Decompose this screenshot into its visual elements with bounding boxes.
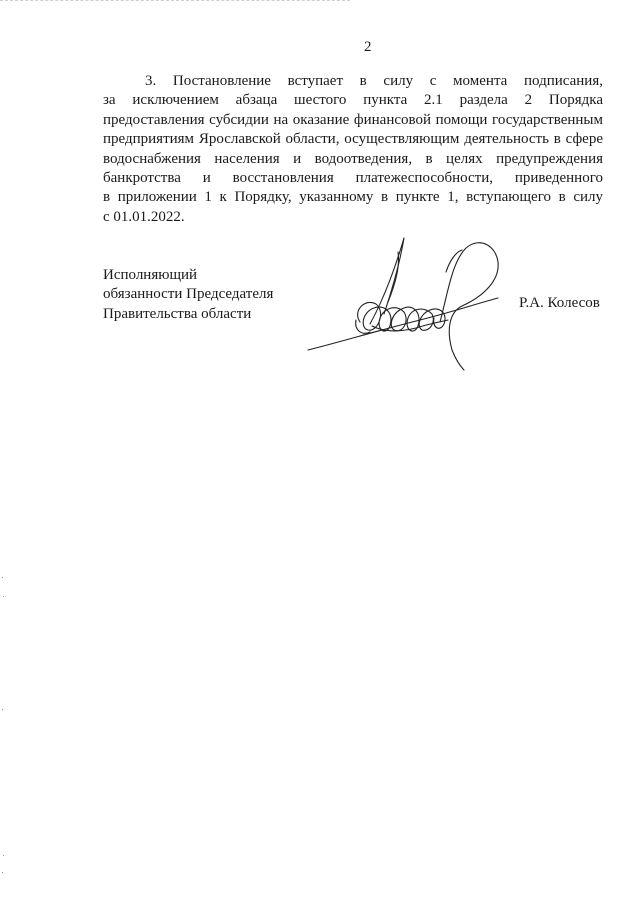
signer-name: Р.А. Колесов	[519, 295, 600, 311]
signer-title	[103, 266, 273, 324]
signer-title-line: Правительства области	[103, 305, 252, 322]
paragraph-line: в приложении 1 к Порядку, указанному в пункте 1, вступающего в силу	[103, 189, 603, 206]
paragraph-line: водоснабжения населения и водоотведения, в целях предупреждения	[103, 150, 603, 167]
scan-speck	[2, 872, 3, 873]
scan-speck	[2, 577, 3, 578]
scan-top-edge	[0, 0, 350, 1]
paragraph-line: с 01.01.2022.	[103, 208, 185, 225]
handwritten-signature	[300, 232, 510, 372]
paragraph-line: банкротства и восстановления платежеспособности, приведенного	[103, 169, 603, 186]
signer-title-line: обязанности Председателя	[103, 286, 274, 303]
paragraph-line: предоставления субсидии на оказание финансовой помощи государственным	[103, 111, 603, 128]
paragraph-line: за исключением абзаца шестого пункта 2.1 раздела 2 Порядка	[103, 92, 603, 109]
paragraph-3	[103, 72, 603, 227]
scan-speck	[3, 596, 4, 597]
scan-speck	[2, 709, 3, 710]
paragraph-line: 3. Постановление вступает в силу с момента подписания,	[145, 73, 603, 89]
paragraph-line: предприятиям Ярославской области, осуществляющим деятельность в сфере	[103, 131, 603, 148]
page-number: 2	[364, 39, 372, 55]
signer-title-line: Исполняющий	[103, 267, 198, 283]
scan-speck	[3, 855, 4, 856]
